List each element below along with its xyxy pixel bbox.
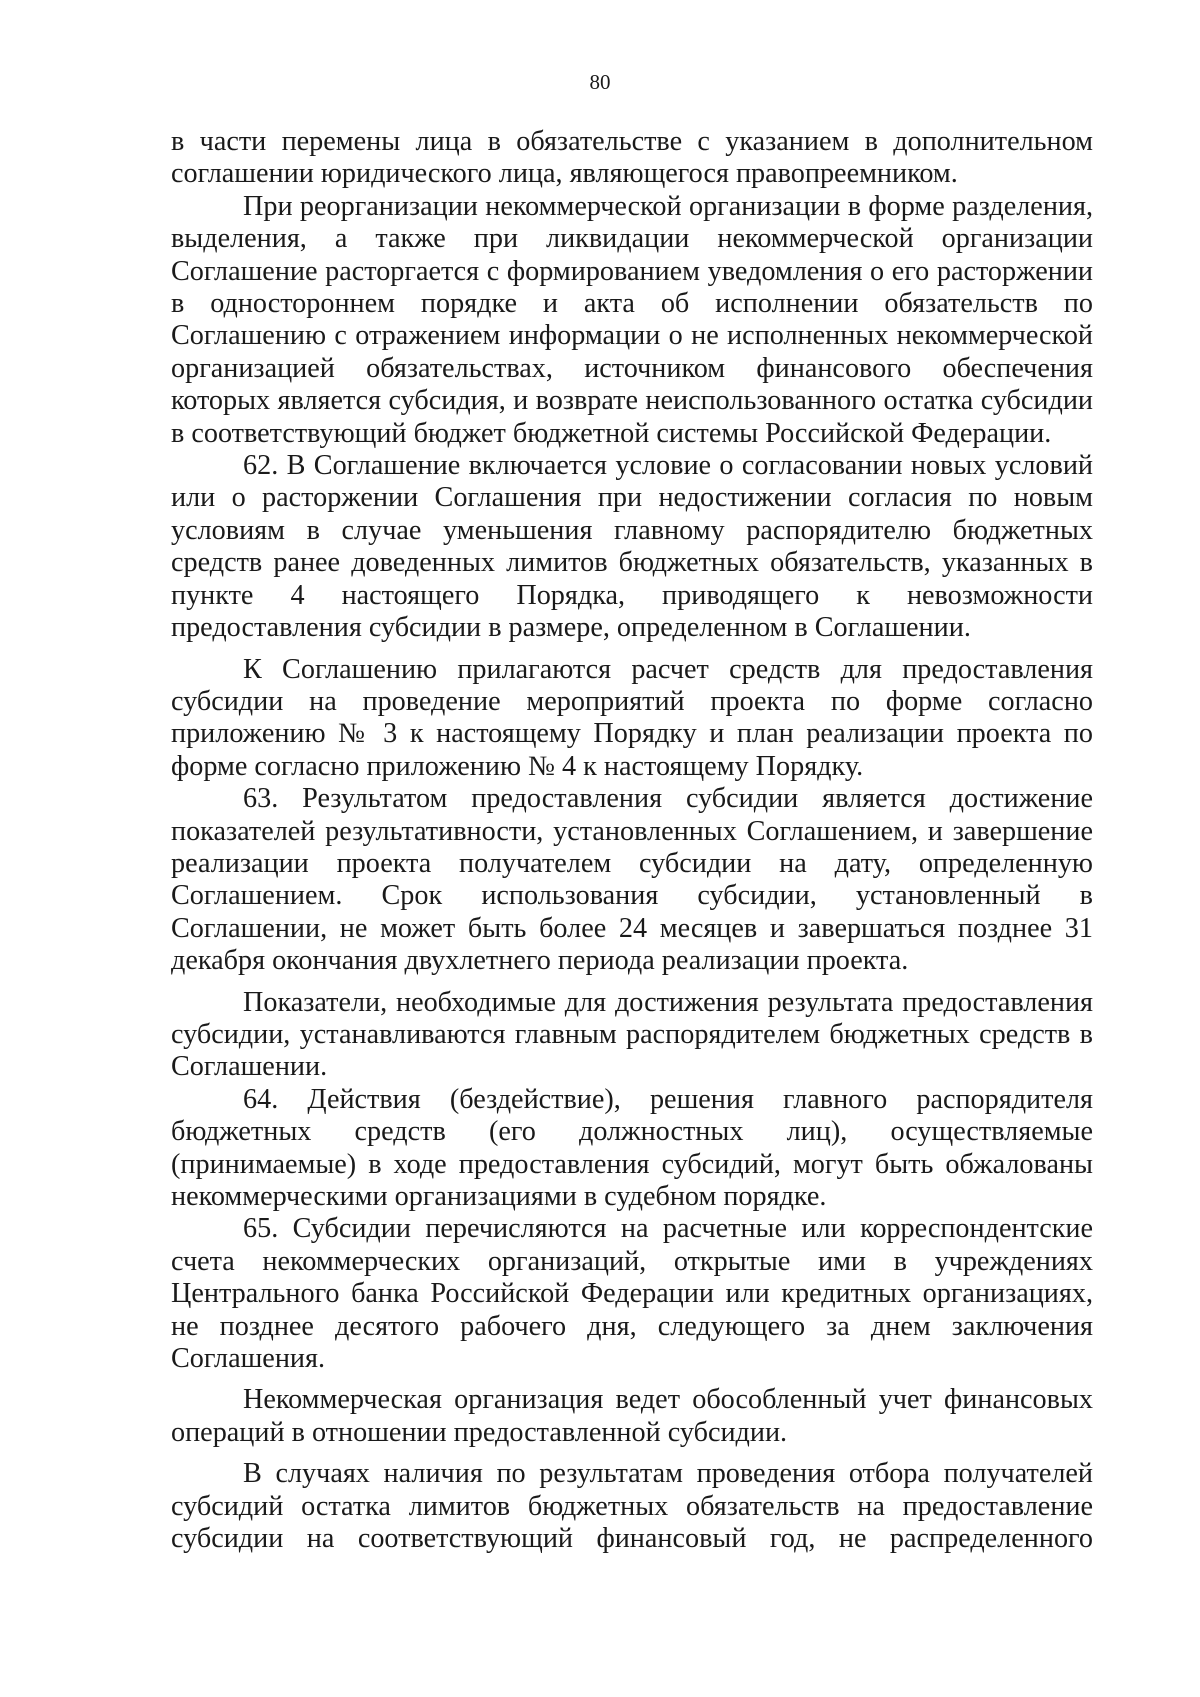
page-number: 80 [589,70,611,94]
paragraph: Некоммерческая организация ведет обособленный учет финансовых операций в отношении предоставленной субсидии. [171,1384,1093,1448]
paragraph-65: 65. Субсидии перечисляются на расчетные или корреспондентские счета некоммерческих организаций, открытые ими в учреждениях Центрального банка Российской Федерации или кредитных организациях, не позднее десятого рабочего дня, следующего за днем заключения Соглашения. [171,1213,1093,1375]
paragraph: в части перемены лица в обязательстве с указанием в дополнительном соглашении юридического лица, являющегося правопреемником. [171,126,1093,190]
paragraph-63: 63. Результатом предоставления субсидии является достижение показателей результативности, установленных Соглашением, и завершение реализации проекта получателем субсидии на дату, определенную Соглашением. Срок использования субсидии, установленный в Соглашении, не может быть более 24 месяцев и завершаться позднее 31 декабря окончания двухлетнего периода реализации проекта. [171,783,1093,977]
paragraph: При реорганизации некоммерческой организации в форме разделения, выделения, а также при ликвидации некоммерческой организации Соглашение расторгается с формированием уведомления о его расторжении в одностороннем порядке и акта об исполнении обязательств по Соглашению с отражением информации о не исполненных некоммерческой организацией обязательствах, источником финансового обеспечения которых является субсидия, и возврате неиспользованного остатка субсидии в соответствующий бюджет бюджетной системы Российской Федерации. [171,190,1093,449]
paragraph-62: 62. В Соглашение включается условие о согласовании новых условий или о расторжении Соглашения при недостижении согласия по новым условиям в случае уменьшения главному распорядителю бюджетных средств ранее доведенных лимитов бюджетных обязательств, указанных в пункте 4 настоящего Порядка, приводящего к невозможности предоставления субсидии в размере, определенном в Соглашении. [171,450,1093,644]
paragraph: К Соглашению прилагаются расчет средств для предоставления субсидии на проведение мероприятий проекта по форме согласно приложению № 3 к настоящему Порядку и план реализации проекта по форме согласно приложению № 4 к настоящему Порядку. [171,653,1093,782]
paragraph-continued: В случаях наличия по результатам проведения отбора получателей субсидий остатка лимитов бюджетных обязательств на предоставление субсидии на соответствующий финансовый год, не распределенного [171,1458,1093,1555]
document-body [171,126,1093,1555]
paragraph: Показатели, необходимые для достижения результата предоставления субсидии, устанавливаются главным распорядителем бюджетных средств в Соглашении. [171,986,1093,1083]
paragraph-64: 64. Действия (бездействие), решения главного распорядителя бюджетных средств (его должностных лиц), осуществляемые (принимаемые) в ходе предоставления субсидий, могут быть обжалованы некоммерческими организациями в судебном порядке. [171,1083,1093,1212]
